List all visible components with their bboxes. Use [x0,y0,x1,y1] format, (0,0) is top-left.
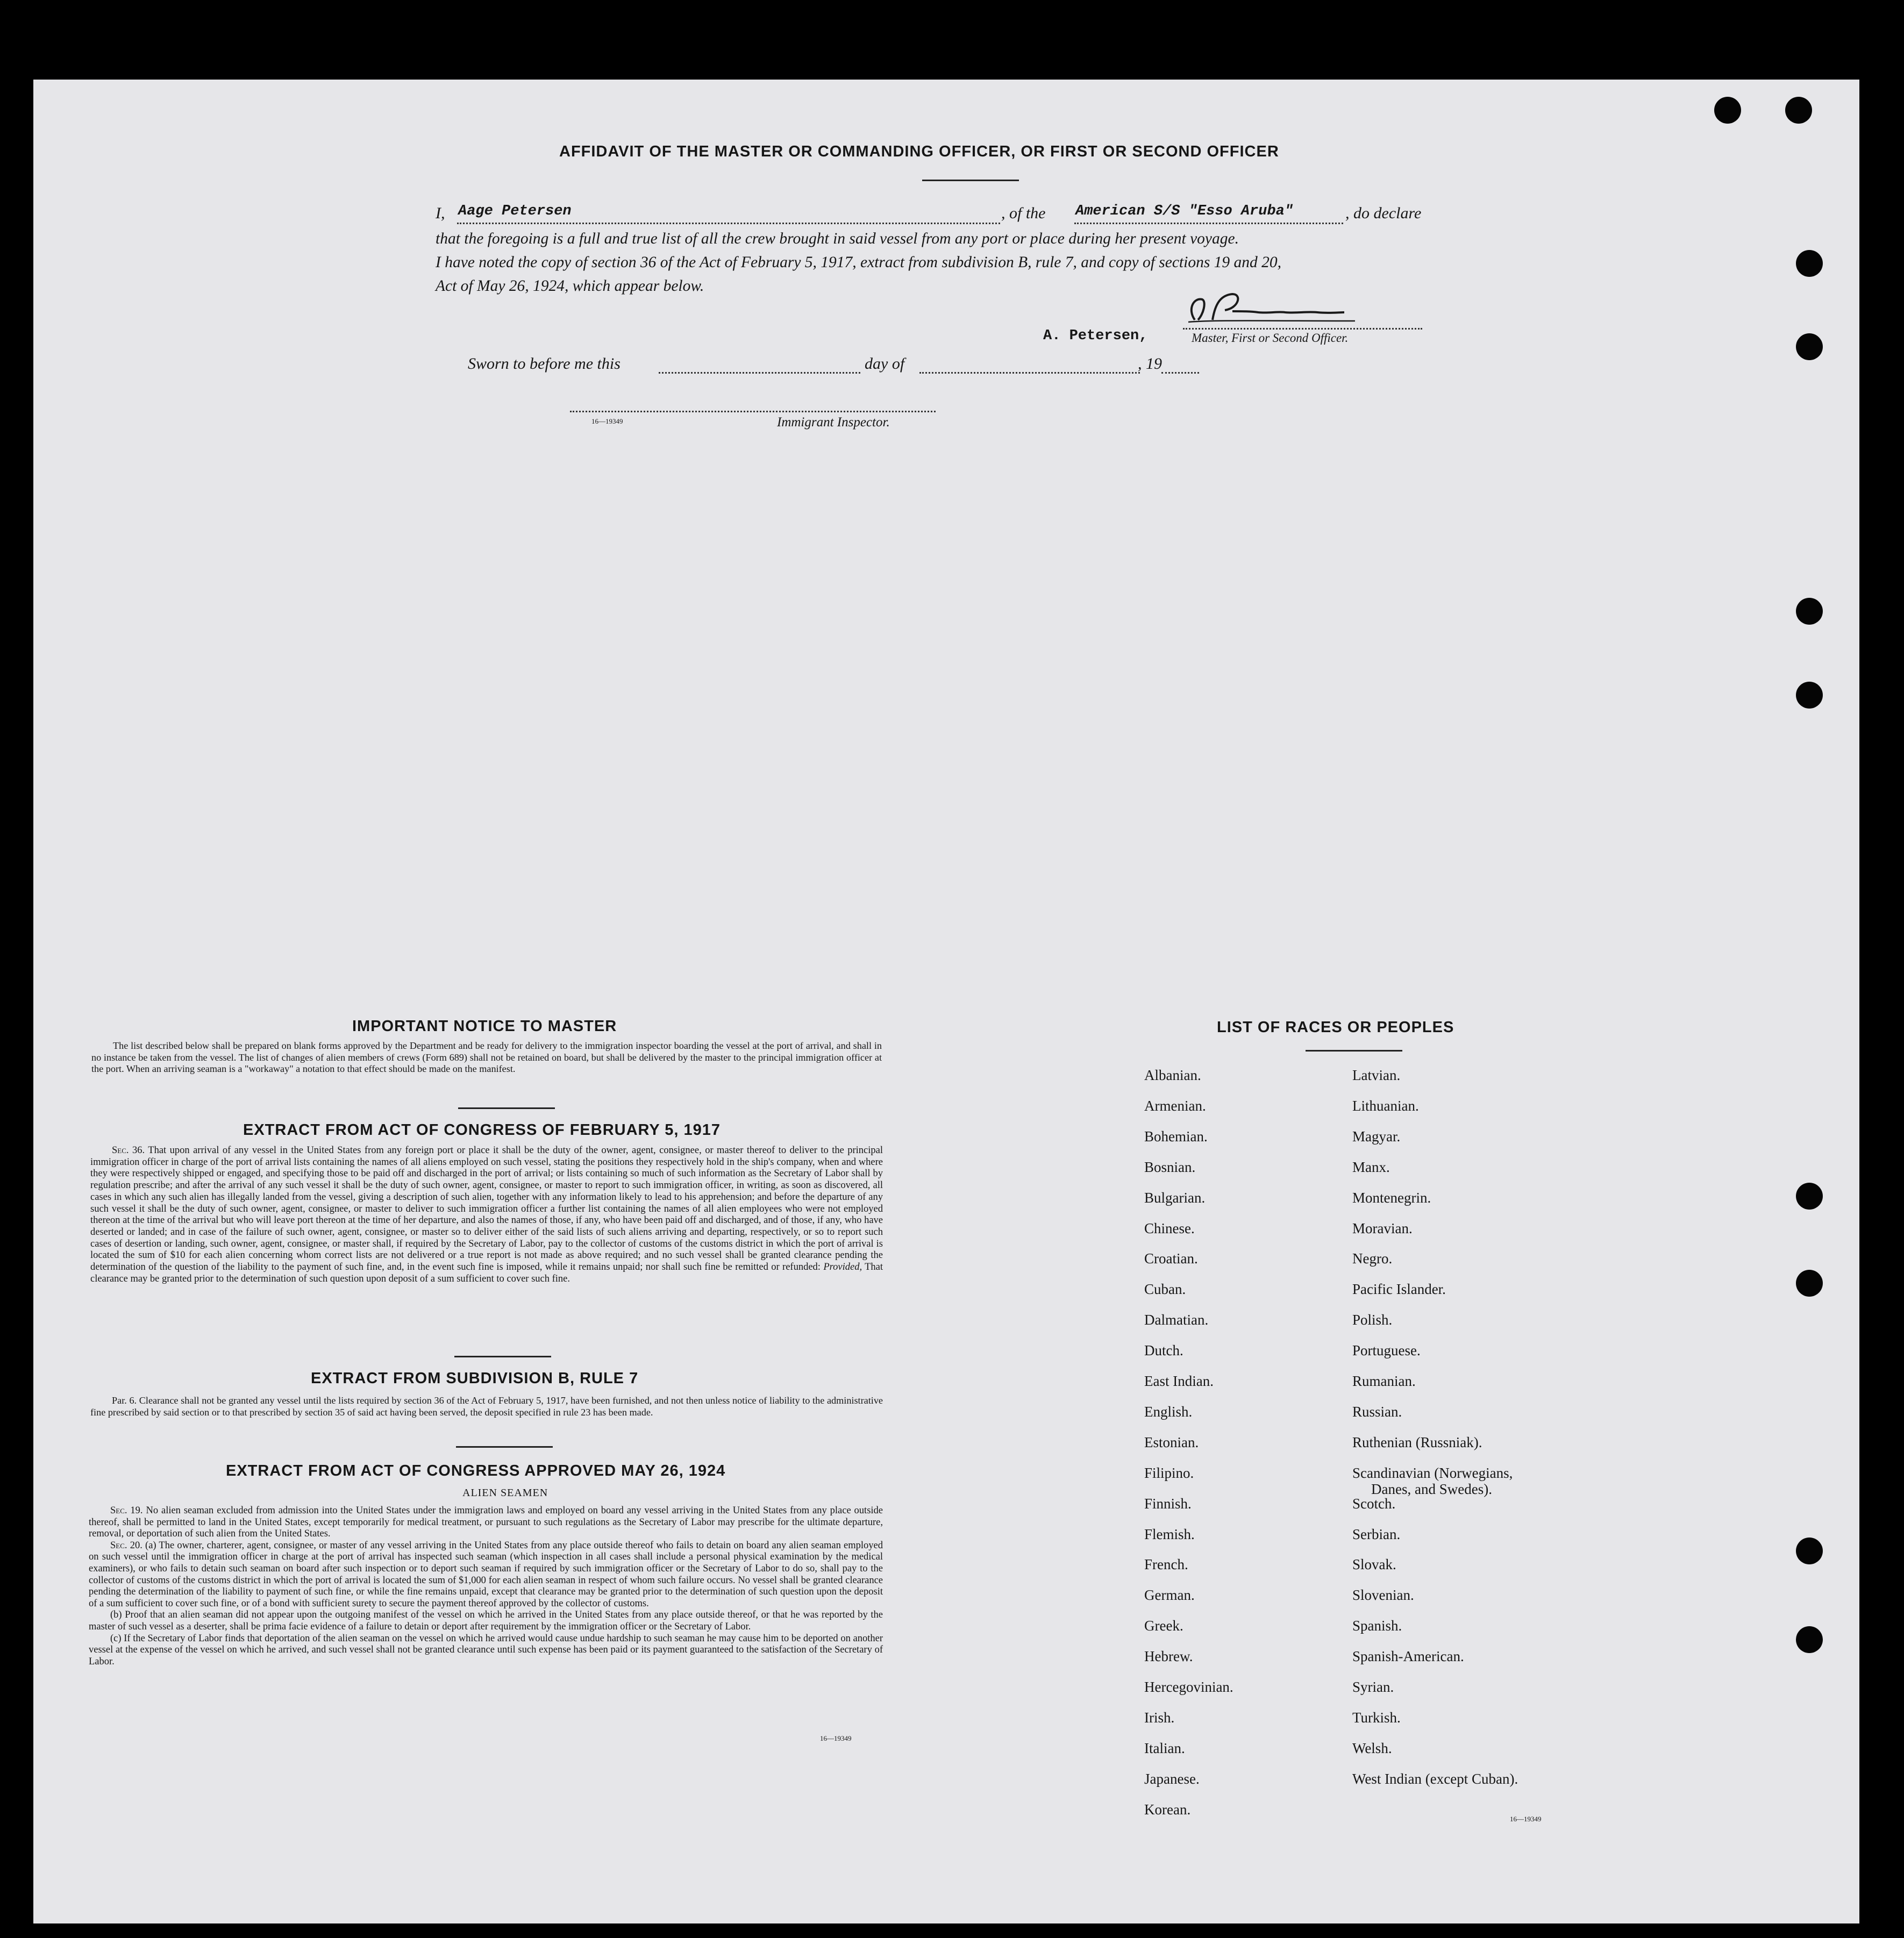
notice-heading: IMPORTANT NOTICE TO MASTER [352,1018,617,1035]
punch-hole [1796,598,1823,625]
race-item: Spanish-American. [1352,1648,1464,1665]
race-item: Spanish. [1352,1618,1402,1634]
i-prefix: I, [436,204,445,222]
race-item: Bosnian. [1144,1158,1196,1175]
affidavit-line3: I have noted the copy of section 36 of the Act of February 5, 1917, extract from subdivision B, rule 7, and copy of sections 19 and 20, [436,254,1282,271]
notice-text: The list described below shall be prepared on blank forms approved by the Department and be ready for delivery to the immigration inspector boarding the vessel at the port of arrival, and shall in no instance be taken from the vessel. The list of changes of alien members of crews (Form 689) shall not be retained on board, but shall be delivered by the master to the principal immigration officer at the port. When an arriving seaman is a "workaway" a notation to that effect should be made on the manifest. [91,1040,882,1074]
vessel-rule [1074,223,1343,224]
affidavit-line1 [436,204,1446,228]
extract-1924-heading: EXTRACT FROM ACT OF CONGRESS APPROVED MAY 26, 1924 [226,1462,726,1479]
races-heading: LIST OF RACES OR PEOPLES [1217,1019,1454,1036]
rule7-heading: EXTRACT FROM SUBDIVISION B, RULE 7 [311,1370,639,1387]
divider [1306,1050,1402,1052]
punch-hole [1796,682,1823,709]
race-item: East Indian. [1144,1373,1214,1389]
rule7-text: Par. 6. Clearance shall not be granted any vessel until the lists required by section 36 of the Act of February 5, 1917, have been furnished, and not then unless notice of liability to the administrative fine prescribed by said section or to that prescribed by section 35 of said act having been served, the deposit specified in rule 23 has been made. [90,1395,883,1418]
vessel-name-field: American S/S "Esso Aruba" [1075,203,1294,219]
race-item: Italian. [1144,1740,1185,1756]
alien-seamen-subheading: ALIEN SEAMEN [462,1487,548,1499]
race-item: Irish. [1144,1709,1175,1726]
race-item: Filipino. [1144,1464,1194,1481]
sworn-text: Sworn to before me this [468,355,621,373]
race-item: Serbian. [1352,1526,1401,1542]
race-item: Negro. [1352,1250,1393,1267]
race-item: Montenegrin. [1352,1189,1431,1206]
master-name-field: Aage Petersen [458,203,572,219]
race-item: West Indian (except Cuban). [1352,1770,1518,1787]
sworn-line [468,355,1221,376]
signature [1183,288,1366,331]
race-item: Dalmatian. [1144,1312,1209,1328]
race-item: Welsh. [1352,1740,1392,1756]
race-item: Russian. [1352,1403,1402,1420]
race-item: English. [1144,1403,1193,1420]
race-item: German. [1144,1587,1195,1604]
form-number: 16—19349 [1510,1815,1542,1823]
affidavit-heading: AFFIDAVIT OF THE MASTER OR COMMANDING OFFICER, OR FIRST OR SECOND OFFICER [559,143,1279,160]
year-text: , 19 [1138,355,1162,373]
race-item: Cuban. [1144,1281,1186,1298]
form-number: 16—19349 [591,417,623,425]
race-item: Slovenian. [1352,1587,1414,1604]
race-item: French. [1144,1556,1188,1573]
race-item: Korean. [1144,1801,1191,1818]
signature-rule [1183,328,1422,330]
race-item: Estonian. [1144,1434,1199,1450]
inspector-rule [570,411,936,412]
extract-1917-heading: EXTRACT FROM ACT OF CONGRESS OF FEBRUARY 5, 1917 [243,1121,721,1139]
name-rule [457,223,1000,224]
race-item: Greek. [1144,1618,1183,1634]
punch-hole [1714,97,1741,124]
race-item: Manx. [1352,1158,1390,1175]
race-item: Scotch. [1352,1495,1396,1512]
divider [454,1356,551,1357]
do-declare-text: , do declare [1345,204,1422,222]
signer-title: Master, First or Second Officer. [1192,331,1349,345]
sworn-year-rule [1161,372,1199,374]
race-item: Chinese. [1144,1220,1195,1236]
race-item: Armenian. [1144,1097,1206,1114]
race-item: Scandinavian (Norwegians, [1352,1464,1513,1481]
race-item: Croatian. [1144,1250,1198,1267]
punch-hole [1796,1183,1823,1210]
day-of-text: day of [865,355,905,373]
signer-name: A. Petersen, [1043,328,1148,344]
race-item: Hebrew. [1144,1648,1193,1665]
race-item: Ruthenian (Russniak). [1352,1434,1482,1450]
race-item: Flemish. [1144,1526,1195,1542]
punch-hole [1796,333,1823,360]
affidavit-line4: Act of May 26, 1924, which appear below. [436,277,704,295]
race-item: Albanian. [1144,1067,1201,1083]
race-item: Dutch. [1144,1342,1183,1359]
punch-hole [1785,97,1812,124]
race-item: Polish. [1352,1312,1393,1328]
punch-hole [1796,1270,1823,1297]
race-item: Rumanian. [1352,1373,1416,1389]
punch-hole [1796,1626,1823,1653]
divider [456,1446,553,1448]
race-item: Magyar. [1352,1128,1401,1145]
punch-hole [1796,250,1823,277]
race-item: Moravian. [1352,1220,1413,1236]
race-item: Japanese. [1144,1770,1200,1787]
race-item: Hercegovinian. [1144,1679,1233,1695]
race-item: Lithuanian. [1352,1097,1419,1114]
sworn-month-rule [919,372,1140,374]
punch-hole [1796,1537,1823,1564]
inspector-label: Immigrant Inspector. [777,415,890,430]
extract-1924-text: Sec. 19. No alien seaman excluded from admission into the United States under the immigration laws and employed on board any vessel arriving in the United States from any place outside thereof, shall be permitted to land in the United States, except temporarily for medical treatment, or pursuant to such regulations as the Secretary of Labor may prescribe for the ultimate departure, removal, or deportation of such alien from the United States. Sec. 20. (a) The owner, charterer, agent, consignee, or master of any vessel arriving in the United States from any place outside thereof who fails to detain on board any alien seaman employed on such vessel until the immigration officer in charge at the port of arrival has inspected such seaman (which inspection in all cases shall include a personal physical examination by the medical examiners), or who fails to detain such seaman on board after such inspection or to deport such seaman if required by such immigration officer or the Secretary of Labor to do so, shall pay to the collector of customs of the customs district in which the port of arrival is located the sum of $1,000 for each alien seaman in respect of whom such failure occurs. No vessel shall be granted clearance pending the determination of the liability to payment of such fine, or while the fine remains unpaid, except that clearance may be granted prior to the determination of such question upon the deposit of a sum sufficient to cover such fine, or of a bond with sufficient surety to secure the payment thereof approved by the collector of customs. (b) Proof that an alien seaman did not appear upon the outgoing manifest of the vessel on which he arrived in the United States from any place outside thereof, or that he was reported by the master of such vessel as a deserter, shall be prima facie evidence of a failure to detain or deport after requirement by the immigration officer or the Secretary of Labor. (c) If the Secretary of Labor finds that deportation of the alien seaman on the vessel on which he arrived would cause undue hardship to such seaman he may cause him to be deported on another vessel at the expense of the vessel on which he arrived, and such vessel shall not be granted clearance until such expense has been paid or its payment guaranteed to the satisfaction of the Secretary of Labor. [89,1505,883,1667]
sworn-day-rule [659,372,860,374]
race-item: Finnish. [1144,1495,1192,1512]
race-item: Pacific Islander. [1352,1281,1446,1298]
race-item: Bulgarian. [1144,1189,1206,1206]
race-item: Slovak. [1352,1556,1396,1573]
extract-1917-text: Sec. 36. That upon arrival of any vessel in the United States from any foreign port or place it shall be the duty of the owner, agent, consignee, or master thereof to deliver to the principal immigration officer in charge of the port of arrival lists containing the names of all aliens employed on such vessel, stating the positions they respectively hold in the ship's company, when and where they were respectively shipped or engaged, and specifying those to be paid off and discharged in the port of arrival; or lists containing so much of such information as the Secretary of Labor shall by regulation prescribe; and after the arrival of any such vessel it shall be the duty of such owner, agent, consignee, or master to report to such immigration officer, in writing, as soon as discovered, all cases in which any such alien has illegally landed from the vessel, giving a description of such alien, together with any information likely to lead to his apprehension; and before the departure of any such vessel it shall be the duty of such owner, agent, consignee, or master to deliver to such immigration officer a further list containing the names of all alien employees who were not employed thereon at the time of the arrival but who will leave port thereon at the time of her departure, and also the names of those, if any, who have been paid off and discharged, and of those, if any, who have deserted or landed; and in case of the failure of such owner, agent, consignee, or master so to deliver either of the said lists of such aliens arriving and departing, respectively, or so to report such cases of desertion or landing, such owner, agent, consignee, or master shall, if required by the Secretary of Labor, pay to the collector of customs of the customs district in which the port of arrival is located the sum of $10 for each alien concerning whom correct lists are not delivered or a true report is not made as above required; and no such vessel shall be granted clearance pending the determination of the question of the liability to the payment of such fine, and, in the event such fine is imposed, while it remains unpaid; nor shall such fine be remitted or refunded: Provided, That clearance may be granted prior to the determination of such question upon deposit of a sum sufficient to cover such fine. [90,1145,883,1284]
race-item: Latvian. [1352,1067,1401,1083]
race-item: Syrian. [1352,1679,1394,1695]
of-the-text: , of the [1001,204,1046,222]
divider [458,1107,555,1109]
affidavit-line2: that the foregoing is a full and true list of all the crew brought in said vessel from any port or place during her present voyage. [436,230,1239,247]
race-item: Danes, and Swedes). [1371,1481,1492,1497]
sec36-label: Sec. 36. [112,1145,145,1156]
race-item: Turkish. [1352,1709,1401,1726]
race-item: Portuguese. [1352,1342,1421,1359]
race-item: Bohemian. [1144,1128,1208,1145]
divider [922,180,1019,181]
form-number: 16—19349 [820,1734,852,1742]
